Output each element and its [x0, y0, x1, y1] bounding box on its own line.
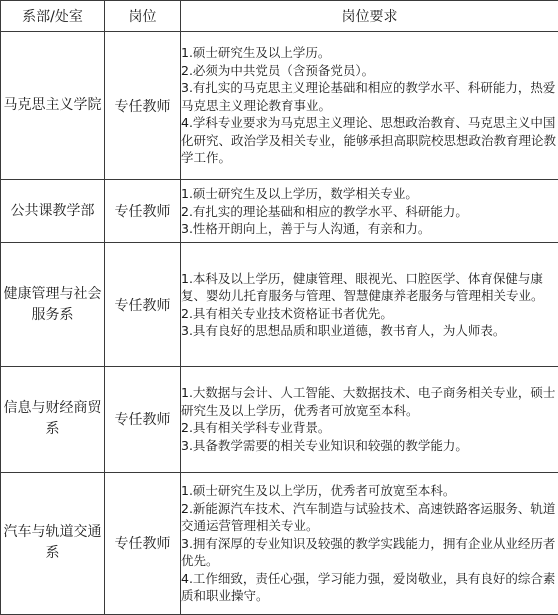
requirement-item: 1.大数据与会计、人工智能、大数据技术、电子商务相关专业，硕士研究生及以上学历，优秀者可放宽至本科。 [181, 385, 556, 418]
requirement-item: 2.具有相关专业技术资格证书者优先。 [181, 305, 393, 321]
table-row [1, 32, 558, 180]
requirement-item: 4.工作细致，责任心强，学习能力强，爱岗敬业，具有良好的综合素质和职业操守。 [181, 570, 556, 604]
position-cell: 专任教师 [105, 32, 181, 180]
requirement-item: 1.硕士研究生及以上学历。 [181, 45, 331, 61]
position-cell: 专任教师 [105, 180, 181, 243]
requirement-item: 1.本科及以上学历，健康管理、眼视光、口腔医学、体育保健与康复、婴幼儿托育服务与管理、智慧健康养老服务与管理相关专业。 [181, 270, 544, 304]
position-cell: 专任教师 [105, 243, 181, 367]
requirement-item: 1.硕士研究生及以上学历，数学相关专业。 [181, 186, 418, 202]
requirements-cell [181, 472, 558, 614]
requirement-item: 2.有扎实的理论基础和相应的教学水平、科研能力。 [181, 203, 468, 219]
department-cell: 健康管理与社会服务系 [1, 243, 105, 367]
table-row [1, 180, 558, 243]
requirement-item: 4.学科专业要求为马克思主义理论、思想政治教育、马克思主义中国化研究、政治学及相关专业，能够承担高职院校思想政治教育理论教学工作。 [181, 115, 557, 166]
requirement-item: 3.具备教学需要的相关专业知识和较强的教学能力。 [181, 437, 468, 453]
requirement-item: 2.具有相关学科专业背景。 [181, 420, 331, 436]
requirement-item: 3.有扎实的马克思主义理论基础和相应的教学水平、科研能力，热爱马克思主义理论教育事业。 [181, 80, 556, 113]
table-row [1, 243, 558, 367]
header-position: 岗位 [105, 1, 181, 32]
requirements-cell [181, 32, 558, 180]
table-header-row [1, 1, 558, 32]
department-cell: 公共课教学部 [1, 180, 105, 243]
table-row [1, 472, 558, 614]
department-cell: 信息与财经商贸系 [1, 367, 105, 473]
requirement-item: 1.硕士研究生及以上学历，优秀者可放宽至本科。 [181, 483, 456, 499]
table-row [1, 367, 558, 473]
position-cell: 专任教师 [105, 367, 181, 473]
requirement-item: 2.新能源汽车技术、汽车制造与试验技术、高速铁路客运服务、轨道交通运营管理相关专业。 [181, 500, 556, 534]
requirements-cell [181, 243, 558, 367]
department-cell: 马克思主义学院 [1, 32, 105, 180]
requirement-item: 3.具有良好的思想品质和职业道德，教书育人，为人师表。 [181, 323, 506, 339]
requirements-cell [181, 367, 558, 473]
header-requirements: 岗位要求 [181, 1, 558, 32]
requirement-item: 3.拥有深厚的专业知识及较强的教学实践能力，拥有企业从业经历者优先。 [181, 535, 556, 569]
requirement-item: 3.性格开朗向上，善于与人沟通，有亲和力。 [181, 221, 431, 237]
requirements-cell [181, 180, 558, 243]
department-cell: 汽车与轨道交通系 [1, 472, 105, 614]
requirement-item: 2.必须为中共党员（含预备党员）。 [181, 62, 375, 78]
header-department: 系部/处室 [1, 1, 105, 32]
position-cell: 专任教师 [105, 472, 181, 614]
